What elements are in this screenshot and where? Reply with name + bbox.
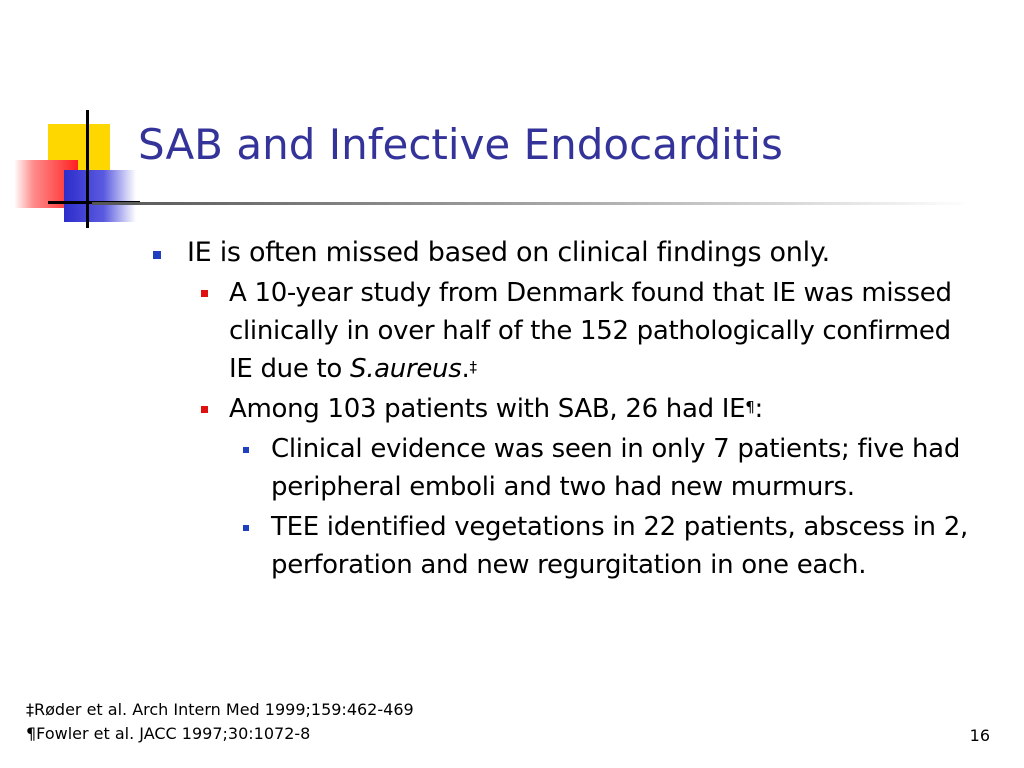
references: [26, 698, 414, 746]
reference-roder: ‡Røder et al. Arch Intern Med 1999;159:462-469: [26, 700, 414, 719]
slide-content: [145, 234, 975, 584]
bullet-text: TEE identified vegetations in 22 patients, abscess in 2, perforation and new regurgitation in one each.: [271, 512, 968, 580]
square-bullet-icon: [201, 406, 208, 413]
bullet-list: [145, 234, 975, 584]
sub-sub-bullet-list: [229, 430, 975, 584]
square-bullet-icon: [243, 525, 249, 531]
sub-sub-bullet-tee-findings: [229, 508, 975, 584]
reference-fowler: ¶Fowler et al. JACC 1997;30:1072-8: [26, 724, 311, 743]
bullet-text-end: .: [461, 354, 470, 384]
sub-bullet-denmark-study: [187, 274, 975, 388]
bullet-text: IE is often missed based on clinical findings only.: [187, 237, 830, 268]
sub-bullet-sab-patients: [187, 390, 975, 584]
square-bullet-icon: [201, 290, 208, 297]
bullet-text: A 10-year study from Denmark found that IE was missed clinically in over half of the 152 pathologically confirmed IE due to: [229, 278, 952, 384]
slide-number: 16: [969, 726, 990, 745]
sub-bullet-list: [187, 274, 975, 584]
bullet-text: Clinical evidence was seen in only 7 patients; five had peripheral emboli and two had new murmurs.: [271, 434, 961, 502]
bullet-text: Among 103 patients with SAB, 26 had IE: [229, 394, 746, 424]
bullet-text-end: :: [754, 394, 763, 424]
blue-square-decoration: [64, 170, 136, 222]
organism-name: S.aureus: [349, 354, 462, 384]
square-bullet-icon: [153, 251, 161, 259]
bullet-item-ie-missed: [145, 234, 975, 584]
footnote-marker: ‡: [469, 358, 477, 376]
footnote-marker: ¶: [745, 398, 755, 416]
slide-title: SAB and Infective Endocarditis: [138, 120, 783, 169]
vertical-line-decoration: [86, 110, 89, 228]
title-underline-rule: [92, 202, 972, 205]
square-bullet-icon: [243, 447, 249, 453]
sub-sub-bullet-clinical-evidence: [229, 430, 975, 506]
